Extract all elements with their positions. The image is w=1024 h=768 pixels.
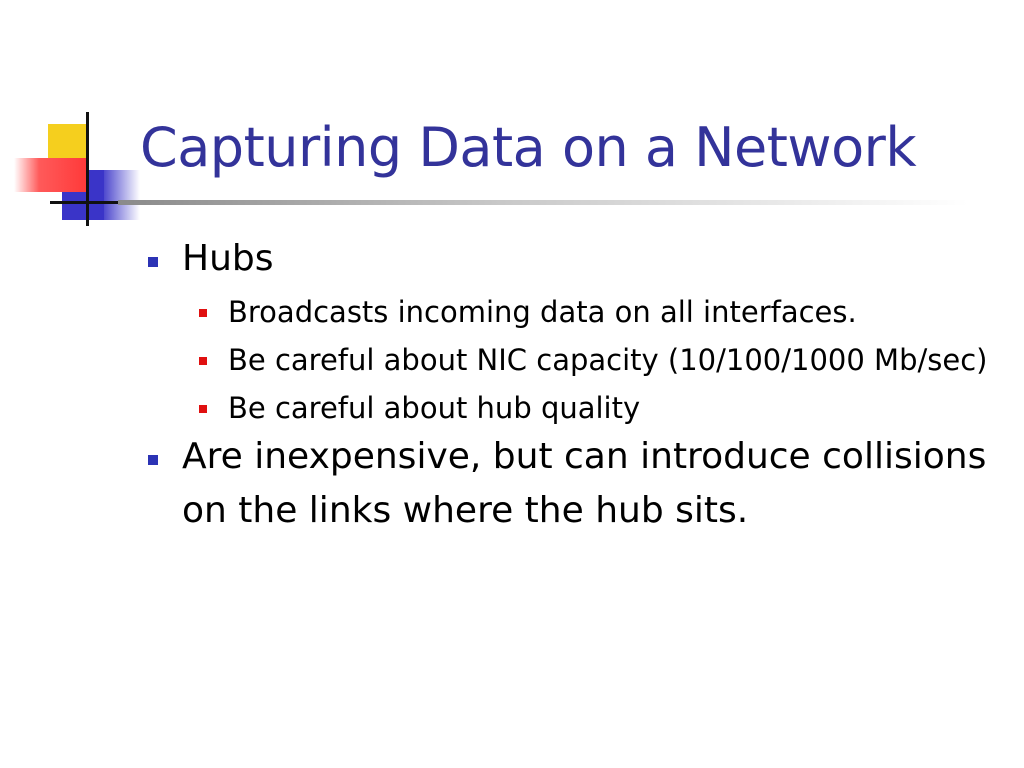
sub-bullet-list (140, 290, 990, 430)
bullet-text: Hubs (182, 238, 274, 279)
sub-bullet-item (140, 338, 990, 382)
bullet-item (140, 232, 990, 286)
bullet-list (140, 232, 990, 538)
sub-bullet-text: Be careful about hub quality (228, 391, 641, 425)
sub-bullet-text: Broadcasts incoming data on all interfaces. (228, 295, 857, 329)
bullet-item (140, 430, 990, 538)
sub-bullet-text: Be careful about NIC capacity (10/100/1000 Mb/sec) (228, 343, 988, 377)
logo-vertical-line (86, 112, 89, 226)
logo-red-bar (14, 158, 86, 192)
bullet-text: Are inexpensive, but can introduce collisions on the links where the hub sits. (182, 436, 987, 531)
title-underline (118, 200, 968, 205)
square-bullet-icon (199, 309, 207, 317)
sub-bullet-item (140, 290, 990, 334)
square-bullet-icon (148, 257, 158, 267)
square-bullet-icon (199, 405, 207, 413)
square-bullet-icon (199, 357, 207, 365)
sub-bullet-item (140, 386, 990, 430)
slide-title: Capturing Data on a Network (140, 116, 917, 179)
logo-horizontal-line (50, 201, 120, 204)
square-bullet-icon (148, 455, 158, 465)
logo-blue-fade (100, 170, 140, 220)
